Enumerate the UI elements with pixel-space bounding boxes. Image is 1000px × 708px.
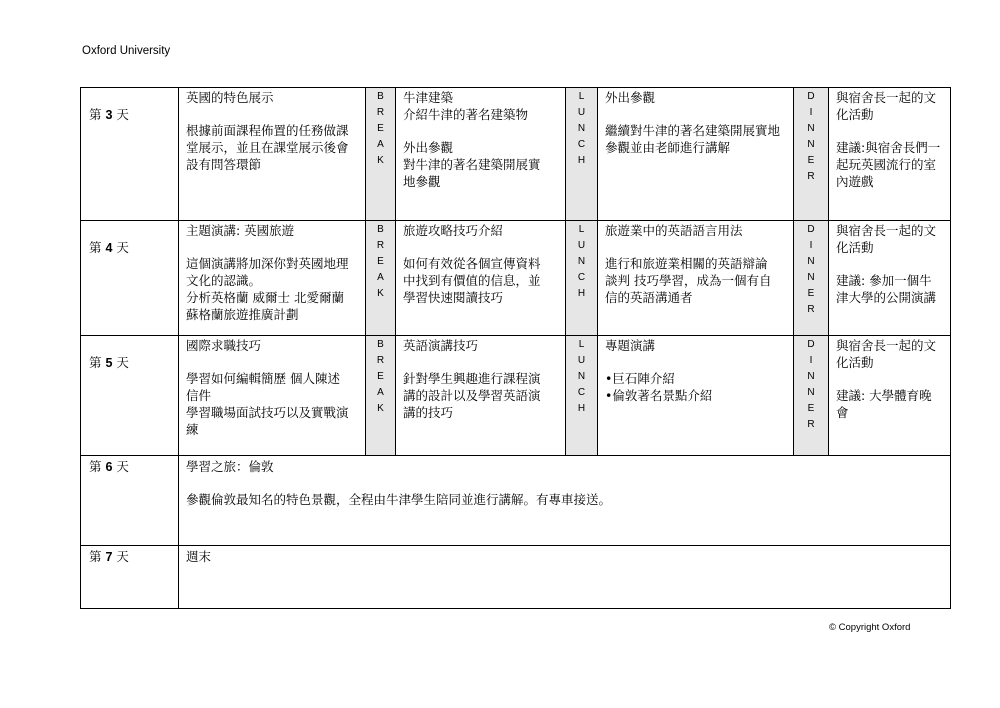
morning-session-cell [179,336,366,456]
break-letter: E [377,123,384,134]
session-description-line: 建議: 大學體育晚 [836,388,932,403]
evening-activity-cell [829,336,951,456]
full-day-cell [179,546,951,609]
morning-session-cell [179,88,366,221]
session-heading: 旅遊業中的英語語言用法 [605,223,743,238]
session-description [836,387,946,421]
session-heading: 與宿舍長一起的文 [836,90,937,105]
session-description-line: 中找到有價值的信息，並 [403,273,541,288]
break-letter: K [377,403,384,414]
session-description [605,255,789,306]
session-description-line: 設有問答環節 [186,157,262,172]
session-heading: 與宿舍長一起的文 [836,338,937,353]
session-heading: 化活動 [836,107,874,122]
break-letter: B [377,339,384,350]
lunch-letter: L [578,339,585,350]
dinner-letter: R [807,304,815,315]
session-description-line: 地參觀 [403,174,441,189]
session-description [836,139,946,190]
dinner-column-cell [794,88,829,221]
session-heading: 英國的特色展示 [186,90,274,105]
copyright-notice: © Copyright Oxford [829,622,911,633]
session-description-line: 談判 技巧學習，成為一個有自 [605,273,772,288]
break-letter: K [377,155,384,166]
schedule-table [80,87,951,609]
dinner-letter: R [807,171,815,182]
lunch-letter: U [577,355,586,366]
break-letter: E [377,256,384,267]
day-number: 7 [105,550,113,564]
day-label-suffix: 天 [112,459,129,474]
session-heading: 化活動 [836,240,874,255]
break-letter: R [376,240,385,251]
dinner-column-cell [794,221,829,336]
day-row [81,546,951,609]
session-description-line: 文化的認識。 [186,273,262,288]
lunch-letter: H [577,155,586,166]
day-label-suffix: 天 [112,355,129,370]
day-number: 4 [105,241,113,255]
day-label-prefix: 第 [89,240,106,255]
day-number: 6 [105,460,113,474]
session-heading: 國際求職技巧 [186,338,262,353]
lunch-letter: U [577,107,586,118]
session-heading: 外出參觀 [605,90,656,105]
break-letter: R [376,355,385,366]
break-letter: A [377,387,384,398]
day-number: 5 [105,356,113,370]
session-heading: 學習之旅：倫敦 [186,459,274,474]
session-heading: 牛津建築 [403,90,454,105]
session-description [605,122,789,156]
dinner-letter: D [807,91,815,102]
day-label-suffix: 天 [112,549,129,564]
break-letter: B [377,91,384,102]
session-description-line: 建議: 參加一個牛 [836,273,932,288]
dinner-letter: N [807,387,815,398]
dinner-letter: N [807,371,815,382]
day-label-cell [81,456,179,546]
dinner-letter: N [807,123,815,134]
session-description-line: 津大學的公開演講 [836,290,937,305]
dinner-column-cell [794,336,829,456]
session-description-line: 信的英語溝通者 [605,290,693,305]
session-description-line: 針對學生興趣進行課程演 [403,371,541,386]
break-letter: R [376,107,385,118]
day-label-suffix: 天 [112,240,129,255]
session-heading: 旅遊攻略技巧介紹 [403,223,504,238]
evening-activity-cell [829,221,951,336]
break-column-cell [366,88,396,221]
session-description-line: 繼續對牛津的著名建築開展實地 [605,123,781,138]
day-number: 3 [105,108,113,122]
break-column-cell [366,336,396,456]
session-description-line: 對牛津的著名建築開展實 [403,157,541,172]
dinner-letter: N [807,139,815,150]
lunch-letter: C [577,139,586,150]
page-header-title: Oxford University [82,45,171,57]
session-description-line: 會 [836,405,849,420]
day-row [81,88,951,221]
day-label-prefix: 第 [89,107,106,122]
dinner-letter: E [807,403,815,414]
session-description-line: 堂展示，並且在課堂展示後會 [186,140,349,155]
session-description [403,370,561,421]
session-description [186,255,361,323]
session-heading: 週末 [186,549,212,564]
lunch-letter: H [577,288,586,299]
day-label-cell [81,336,179,456]
afternoon-session-cell [598,221,794,336]
day-row [81,336,951,456]
session-description-line: 這個演講將加深你對英國地理 [186,256,349,271]
dinner-letter: I [809,240,813,251]
break-letter: K [377,288,384,299]
lunch-letter: N [577,256,586,267]
session-description-line: 信件 [186,388,212,403]
session-description-line: 外出參觀 [403,140,454,155]
dinner-letter: E [807,155,815,166]
dinner-letter: D [807,224,815,235]
lunch-letter: C [577,272,586,283]
session-heading: 英語演講技巧 [403,338,479,353]
break-letter: B [377,224,384,235]
session-description-line: 分析英格蘭 威爾士 北愛爾蘭 [186,290,344,305]
lunch-letter: L [578,91,585,102]
session-heading: 介紹牛津的著名建築物 [403,107,529,122]
day-label-suffix: 天 [112,107,129,122]
day-label-cell [81,546,179,609]
lunch-column-cell [566,336,598,456]
session-description-line: 學習職場面試技巧以及實戰演 [186,405,349,420]
dinner-letter: I [809,107,813,118]
session-heading: 與宿舍長一起的文 [836,223,937,238]
break-column-cell [366,221,396,336]
session-description [403,139,561,190]
session-description [186,122,361,173]
session-heading: 主題演講: 英國旅遊 [186,223,295,238]
morning-session-cell [179,221,366,336]
session-description-line: 進行和旅遊業相關的英語辯論 [605,256,768,271]
dinner-letter: N [807,256,815,267]
afternoon-session-cell [598,88,794,221]
session-description-line: 內遊戲 [836,174,874,189]
lunch-column-cell [566,221,598,336]
session-description [186,491,946,508]
day-row [81,456,951,546]
day-label-prefix: 第 [89,355,106,370]
dinner-letter: N [807,272,815,283]
session-description-line: 蘇格蘭旅遊推廣計劃 [186,307,299,322]
session-description-line: 練 [186,422,199,437]
bullet-item: •倫敦著名景點介紹 [605,388,713,403]
lunch-letter: N [577,371,586,382]
session-description-line: 參觀倫敦最知名的特色景觀，全程由牛津學生陪同並進行講解。有專車接送。 [186,492,612,507]
session-description-line: 如何有效從各個宣傳資料 [403,256,541,271]
session-description [186,370,361,438]
day-label-prefix: 第 [89,459,106,474]
lunch-column-cell [566,88,598,221]
break-letter: E [377,371,384,382]
dinner-letter: I [809,355,813,366]
day-label-prefix: 第 [89,549,106,564]
break-letter: A [377,139,384,150]
dinner-letter: R [807,419,815,430]
lunch-letter: C [577,387,586,398]
dinner-letter: E [807,288,815,299]
session-description-line: 學習如何編輯簡歷 個人陳述 [186,371,340,386]
midday-session-cell [396,221,566,336]
lunch-letter: U [577,240,586,251]
session-description [836,272,946,306]
session-description-line: 建議:與宿舍長們一 [836,140,941,155]
lunch-letter: H [577,403,586,414]
session-description [605,370,789,404]
break-letter: A [377,272,384,283]
full-day-cell [179,456,951,546]
session-description-line: 起玩英國流行的室 [836,157,937,172]
day-label-cell [81,88,179,221]
evening-activity-cell [829,88,951,221]
session-description-line: 講的設計以及學習英語演 [403,388,541,403]
dinner-letter: D [807,339,815,350]
lunch-letter: L [578,224,585,235]
session-heading: 專題演講 [605,338,656,353]
midday-session-cell [396,88,566,221]
session-description [403,255,561,306]
day-row [81,221,951,336]
afternoon-session-cell [598,336,794,456]
session-description-line: 學習快速閱讀技巧 [403,290,504,305]
midday-session-cell [396,336,566,456]
day-label-cell [81,221,179,336]
session-description-line: 講的技巧 [403,405,454,420]
session-description-line: 根據前面課程佈置的任務做課 [186,123,349,138]
session-heading: 化活動 [836,355,874,370]
bullet-item: •巨石陣介紹 [605,371,675,386]
session-description-line: 參觀並由老師進行講解 [605,140,731,155]
lunch-letter: N [577,123,586,134]
